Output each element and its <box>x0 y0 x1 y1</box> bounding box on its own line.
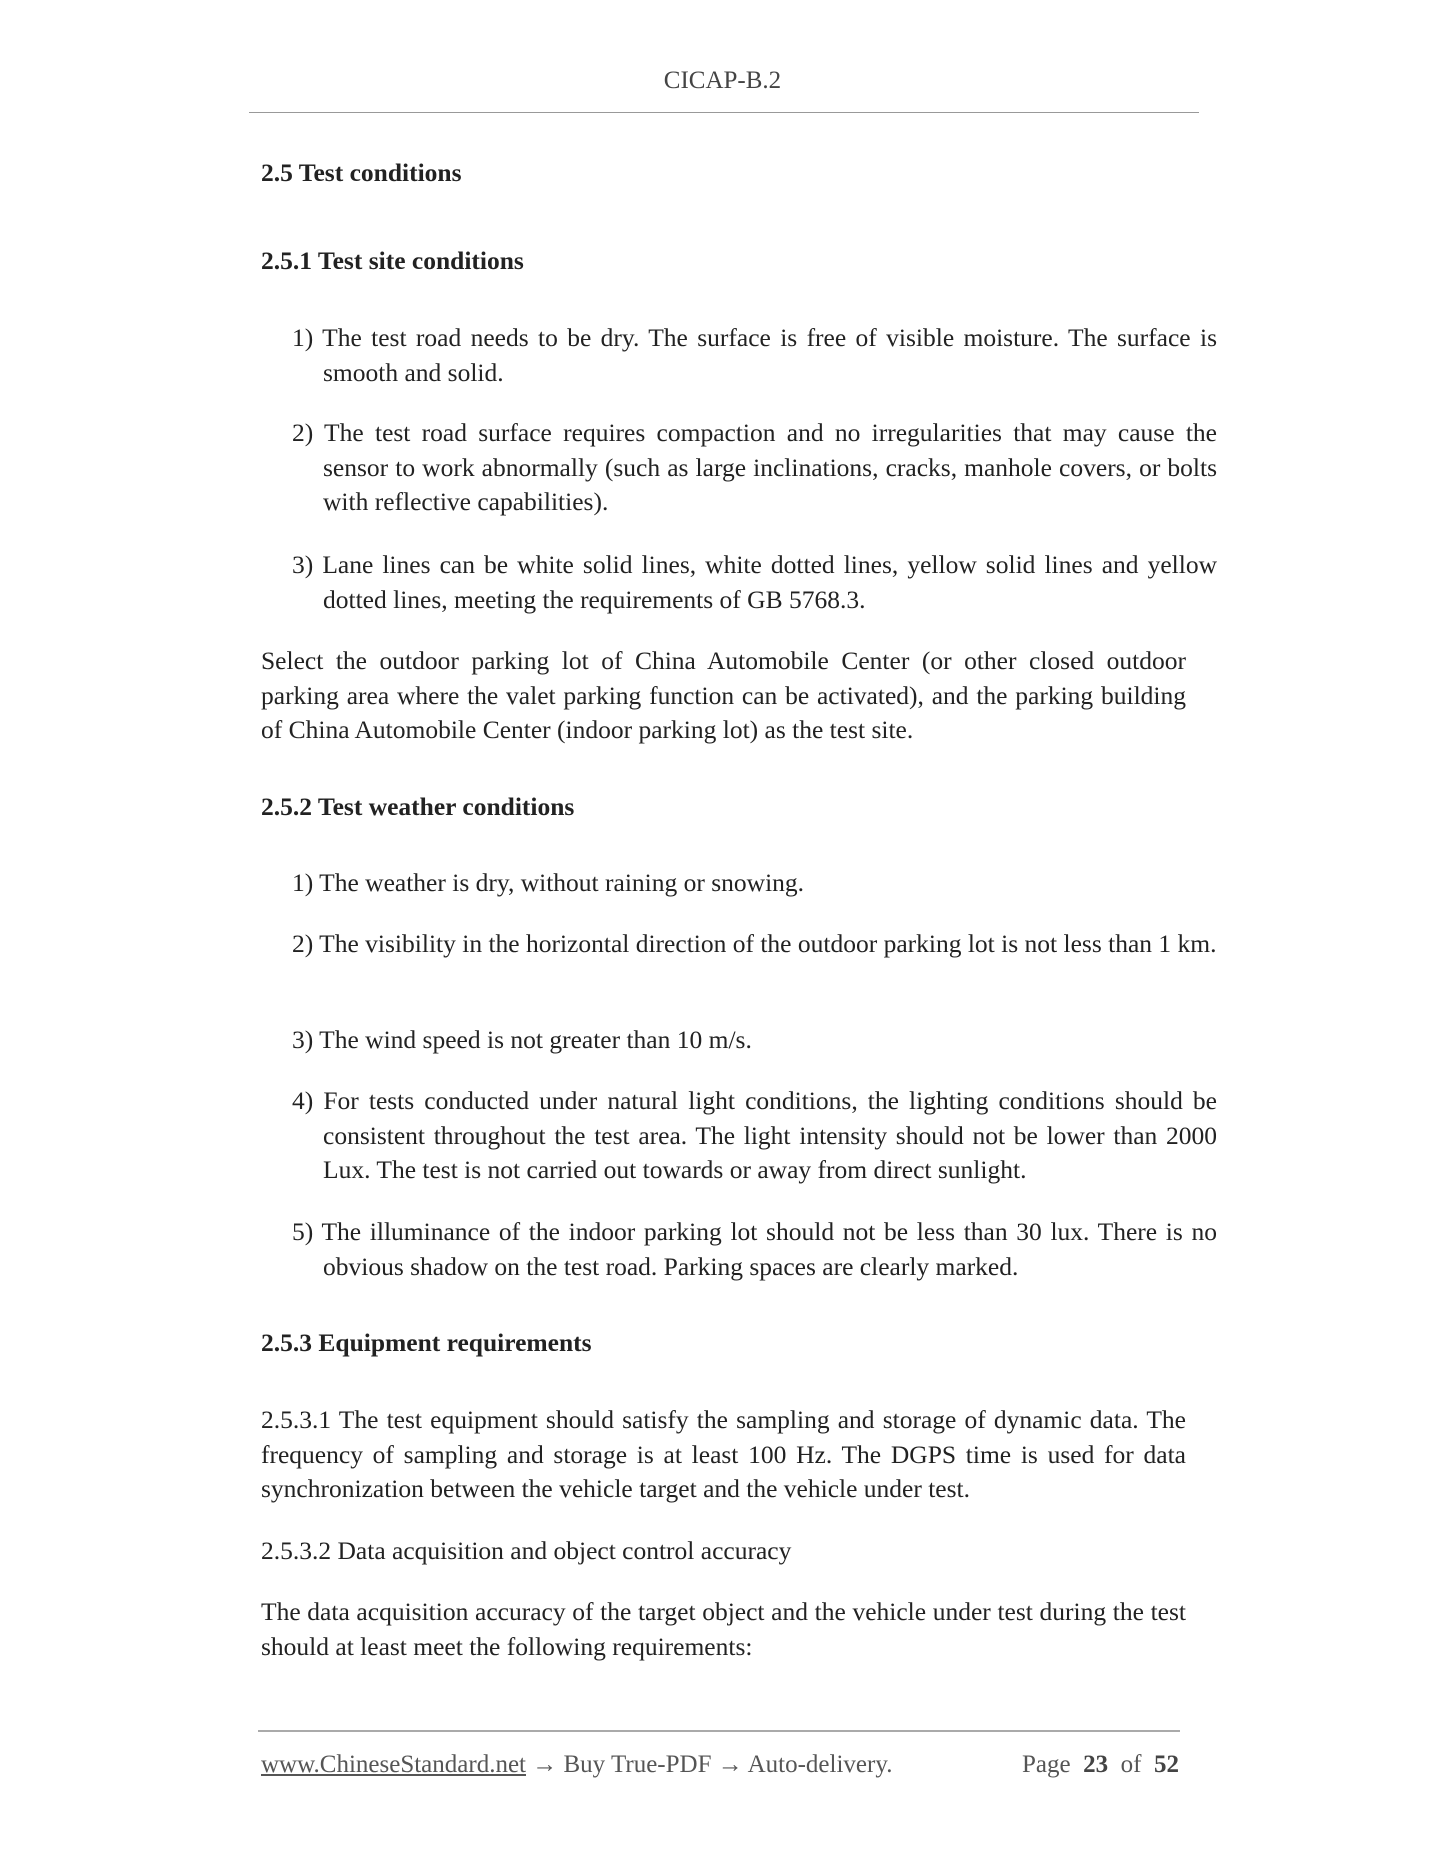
total-pages: 52 <box>1153 1751 1179 1778</box>
current-page: 23 <box>1083 1751 1109 1778</box>
footer-divider <box>258 1730 1180 1732</box>
of-label: of <box>1120 1751 1142 1778</box>
heading-2-5-3: 2.5.3 Equipment requirements <box>261 1328 592 1357</box>
paragraph: 2.5.3.1 The test equipment should satisfy the sampling and storage of dynamic data. The frequency of sampling and storage is at least 100 Hz. The DGPS time is used for data synchronization between the vehicle target and the vehicle under test. <box>261 1405 1186 1504</box>
list-item: 3) Lane lines can be white solid lines, white dotted lines, yellow solid lines and yellow dotted lines, meeting the requirements of GB 5768.3. <box>292 550 1217 614</box>
footer-text: → Buy True-PDF → Auto-delivery. <box>526 1751 893 1778</box>
paragraph: The data acquisition accuracy of the target object and the vehicle under test during the test should at least meet the following requirements: <box>261 1597 1186 1661</box>
page-number <box>1022 1748 1179 1783</box>
paragraph: Select the outdoor parking lot of China Automobile Center (or other closed outdoor parking area where the valet parking function can be activated), and the parking building of China Automobile Center (indoor parking lot) as the test site. <box>261 646 1186 745</box>
heading-2-5-1: 2.5.1 Test site conditions <box>261 246 524 275</box>
page-header: CICAP-B.2 <box>663 67 782 94</box>
list-item: 2) The visibility in the horizontal direction of the outdoor parking lot is not less than 1 km. <box>292 929 1217 958</box>
header-divider <box>249 112 1199 113</box>
paragraph: 2.5.3.2 Data acquisition and object control accuracy <box>261 1536 792 1565</box>
list-item: 1) The test road needs to be dry. The surface is free of visible moisture. The surface is smooth and solid. <box>292 323 1217 387</box>
page-label: Page <box>1022 1751 1071 1778</box>
list-item: 2) The test road surface requires compaction and no irregularities that may cause the sensor to work abnormally (such as large inclinations, cracks, manhole covers, or bolts with reflective capabilities). <box>292 418 1217 517</box>
list-item: 1) The weather is dry, without raining or snowing. <box>292 868 805 897</box>
list-item: 5) The illuminance of the indoor parking lot should not be less than 30 lux. There is no obvious shadow on the test road. Parking spaces are clearly marked. <box>292 1217 1217 1281</box>
list-item: 3) The wind speed is not greater than 10 m/s. <box>292 1025 752 1054</box>
website-link[interactable]: www.ChineseStandard.net <box>261 1751 526 1778</box>
heading-2-5-2: 2.5.2 Test weather conditions <box>261 792 575 821</box>
list-item: 4) For tests conducted under natural light conditions, the lighting conditions should be consistent throughout the test area. The light intensity should not be lower than 2000 Lux. The test is not carried out towards or away from direct sunlight. <box>292 1086 1217 1185</box>
footer-promo <box>261 1748 892 1783</box>
heading-2-5: 2.5 Test conditions <box>261 158 462 187</box>
